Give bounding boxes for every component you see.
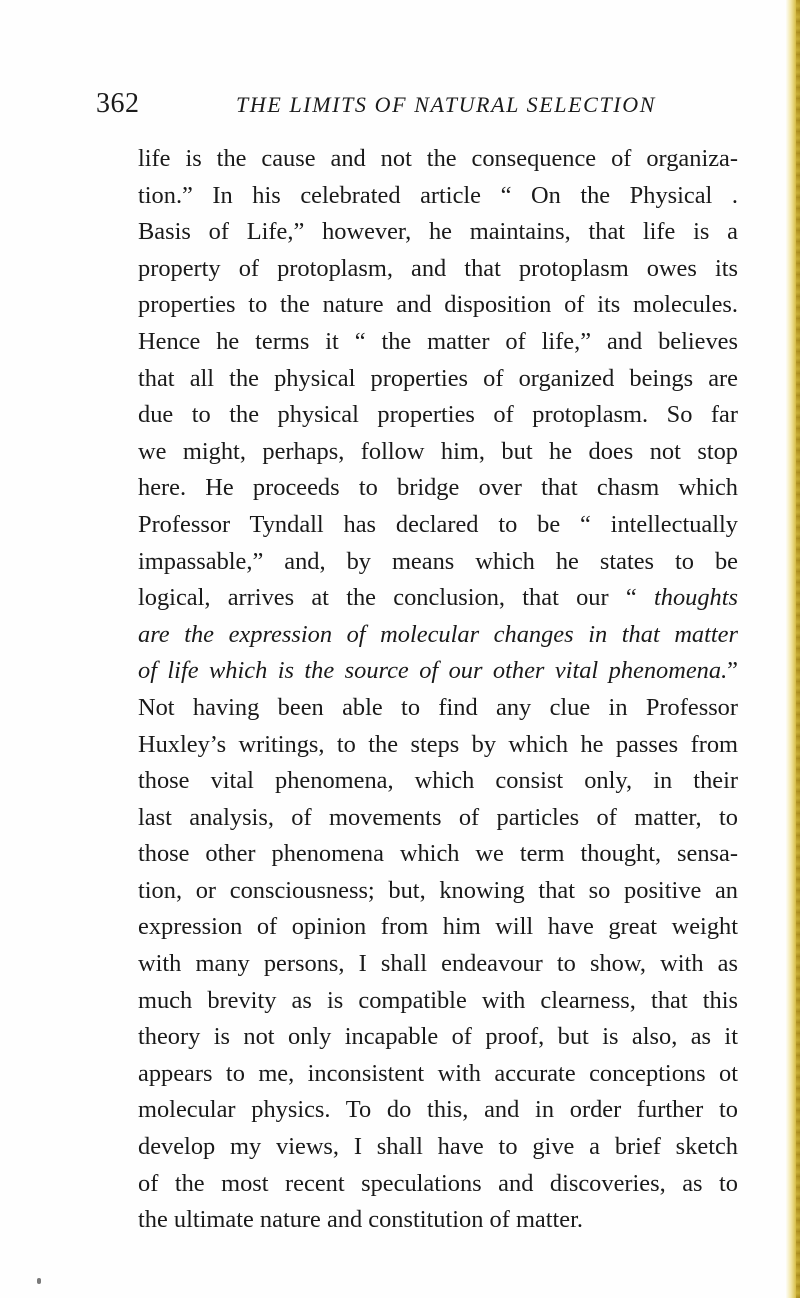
text-line: here. He proceeds to bridge over that chasm which bbox=[138, 474, 738, 502]
italic-text: of life which is the source of our other vital phenomena. bbox=[138, 657, 728, 685]
text-line: molecular physics. To do this, and in order further to bbox=[138, 1096, 738, 1124]
text-line: Professor Tyndall has declared to be “ intellectually bbox=[138, 510, 738, 538]
text-line: impassable,” and, by means which he states to be bbox=[138, 547, 738, 575]
text-line: with many persons, I shall endeavour to show, with as bbox=[138, 950, 738, 978]
text-line: appears to me, inconsistent with accurate conceptions ot bbox=[138, 1059, 738, 1087]
text-line: properties to the nature and disposition of its molecules. bbox=[138, 291, 738, 319]
text-line: develop my views, I shall have to give a brief sketch bbox=[138, 1133, 738, 1161]
text-line: of the most recent speculations and discoveries, as to bbox=[138, 1169, 738, 1197]
text-line: we might, perhaps, follow him, but he does not stop bbox=[138, 437, 738, 465]
ink-speck bbox=[37, 1278, 41, 1284]
text-line: Hence he terms it “ the matter of life,” and believes bbox=[138, 327, 738, 355]
text-line: Basis of Life,” however, he maintains, that life is a bbox=[138, 218, 738, 246]
text-segment: logical, arrives at the conclusion, that our “ bbox=[138, 584, 654, 612]
text-line: those other phenomena which we term thought, sensa- bbox=[138, 840, 738, 868]
text-line: tion.” In his celebrated article “ On the Physical . bbox=[138, 181, 738, 209]
text-line: tion, or consciousness; but, knowing that so positive an bbox=[138, 876, 738, 904]
text-line: that all the physical properties of organized beings are bbox=[138, 364, 738, 392]
page-header bbox=[96, 88, 716, 128]
body-paragraph bbox=[138, 141, 738, 1239]
text-line: life is the cause and not the consequence of organiza- bbox=[138, 145, 738, 172]
text-line: Huxley’s writings, to the steps by which he passes from bbox=[138, 730, 738, 758]
text-line: much brevity as is compatible with clearness, that this bbox=[138, 986, 738, 1014]
text-line bbox=[138, 580, 738, 617]
text-line: last analysis, of movements of particles of matter, to bbox=[138, 803, 738, 831]
running-title: THE LIMITS OF NATURAL SELECTION bbox=[236, 92, 656, 117]
page-number: 362 bbox=[96, 88, 140, 119]
text-line bbox=[138, 617, 738, 654]
text-line bbox=[138, 653, 738, 690]
italic-text: thoughts bbox=[653, 584, 738, 612]
text-line: the ultimate nature and constitution of matter. bbox=[138, 1206, 584, 1234]
text-line: due to the physical properties of protoplasm. So far bbox=[138, 401, 738, 429]
italic-text: are the expression of molecular changes in that matter bbox=[138, 620, 738, 648]
text-line: property of protoplasm, and that protoplasm owes its bbox=[138, 254, 738, 282]
gilt-page-edge bbox=[786, 0, 800, 1298]
text-line: theory is not only incapable of proof, but is also, as it bbox=[138, 1023, 738, 1051]
text-line: expression of opinion from him will have great weight bbox=[138, 913, 738, 941]
text-line: Not having been able to find any clue in Professor bbox=[138, 693, 738, 721]
closing-quote: ” bbox=[727, 657, 738, 685]
text-line: those vital phenomena, which consist only, in their bbox=[138, 767, 738, 795]
